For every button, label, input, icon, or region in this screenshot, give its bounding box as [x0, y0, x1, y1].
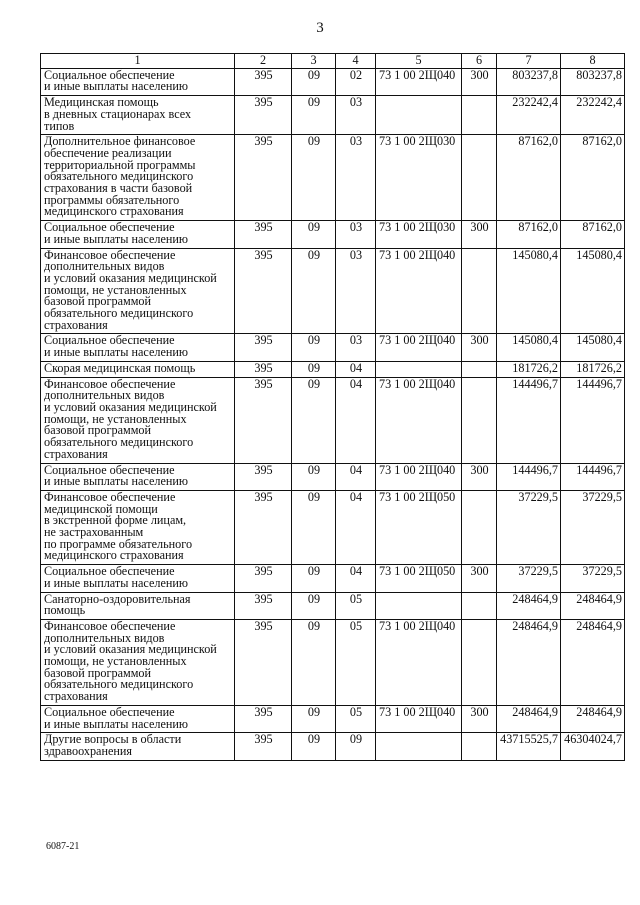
table-row: [41, 565, 625, 592]
table-row: [41, 334, 625, 361]
expense-type-cell: 300: [462, 68, 497, 95]
ministry-code-cell: 395: [235, 221, 292, 248]
section-code-cell: 09: [292, 135, 336, 221]
column-header: 4: [336, 54, 376, 69]
table-row: [41, 68, 625, 95]
row-name-cell: Финансовое обеспечение дополнительных видов и условий оказания медицинской помощи, не установленных базовой программой обязательного медицинского страхования: [41, 248, 235, 334]
target-item-cell: 73 1 00 2Щ040: [376, 377, 462, 463]
column-header: 2: [235, 54, 292, 69]
subsection-code-cell: 04: [336, 565, 376, 592]
subsection-code-cell: 03: [336, 221, 376, 248]
table-row: [41, 361, 625, 377]
subsection-code-cell: 03: [336, 248, 376, 334]
amount-year1-cell: 248464,9: [497, 705, 561, 732]
expense-type-cell: 300: [462, 221, 497, 248]
ministry-code-cell: 395: [235, 96, 292, 135]
target-item-cell: 73 1 00 2Щ040: [376, 334, 462, 361]
expense-type-cell: [462, 248, 497, 334]
subsection-code-cell: 05: [336, 592, 376, 619]
ministry-code-cell: 395: [235, 592, 292, 619]
amount-year1-cell: 145080,4: [497, 334, 561, 361]
amount-year2-cell: 181726,2: [561, 361, 625, 377]
amount-year1-cell: 181726,2: [497, 361, 561, 377]
ministry-code-cell: 395: [235, 490, 292, 564]
section-code-cell: 09: [292, 68, 336, 95]
target-item-cell: 73 1 00 2Щ040: [376, 68, 462, 95]
subsection-code-cell: 04: [336, 377, 376, 463]
column-header: 1: [41, 54, 235, 69]
expense-type-cell: 300: [462, 463, 497, 490]
amount-year2-cell: 145080,4: [561, 248, 625, 334]
expense-type-cell: [462, 96, 497, 135]
target-item-cell: [376, 96, 462, 135]
amount-year2-cell: 248464,9: [561, 619, 625, 705]
section-code-cell: 09: [292, 221, 336, 248]
amount-year1-cell: 87162,0: [497, 135, 561, 221]
column-header: 5: [376, 54, 462, 69]
section-code-cell: 09: [292, 592, 336, 619]
amount-year2-cell: 248464,9: [561, 592, 625, 619]
ministry-code-cell: 395: [235, 565, 292, 592]
column-number-row: [41, 54, 625, 69]
subsection-code-cell: 04: [336, 361, 376, 377]
amount-year1-cell: 87162,0: [497, 221, 561, 248]
subsection-code-cell: 03: [336, 96, 376, 135]
ministry-code-cell: 395: [235, 619, 292, 705]
amount-year2-cell: 144496,7: [561, 463, 625, 490]
table-row: [41, 592, 625, 619]
section-code-cell: 09: [292, 361, 336, 377]
row-name-cell: Скорая медицинская помощь: [41, 361, 235, 377]
row-name-cell: Другие вопросы в области здравоохранения: [41, 733, 235, 760]
expense-type-cell: 300: [462, 705, 497, 732]
target-item-cell: 73 1 00 2Щ040: [376, 619, 462, 705]
row-name-cell: Дополнительное финансовое обеспечение реализации территориальной программы обязательного медицинского страхования в части базовой программы обязательного медицинского страхования: [41, 135, 235, 221]
expense-type-cell: [462, 592, 497, 619]
row-name-cell: Социальное обеспечение и иные выплаты населению: [41, 705, 235, 732]
ministry-code-cell: 395: [235, 334, 292, 361]
table-row: [41, 705, 625, 732]
amount-year2-cell: 232242,4: [561, 96, 625, 135]
amount-year1-cell: 144496,7: [497, 463, 561, 490]
section-code-cell: 09: [292, 733, 336, 760]
row-name-cell: Социальное обеспечение и иные выплаты населению: [41, 463, 235, 490]
section-code-cell: 09: [292, 705, 336, 732]
table-row: [41, 733, 625, 760]
amount-year2-cell: 37229,5: [561, 490, 625, 564]
row-name-cell: Социальное обеспечение и иные выплаты населению: [41, 565, 235, 592]
ministry-code-cell: 395: [235, 463, 292, 490]
amount-year2-cell: 87162,0: [561, 135, 625, 221]
target-item-cell: 73 1 00 2Щ040: [376, 248, 462, 334]
expense-type-cell: 300: [462, 334, 497, 361]
expense-type-cell: [462, 733, 497, 760]
target-item-cell: 73 1 00 2Щ030: [376, 221, 462, 248]
target-item-cell: [376, 733, 462, 760]
section-code-cell: 09: [292, 96, 336, 135]
section-code-cell: 09: [292, 565, 336, 592]
column-header: 7: [497, 54, 561, 69]
amount-year2-cell: 144496,7: [561, 377, 625, 463]
row-name-cell: Социальное обеспечение и иные выплаты населению: [41, 221, 235, 248]
amount-year1-cell: 37229,5: [497, 565, 561, 592]
subsection-code-cell: 02: [336, 68, 376, 95]
section-code-cell: 09: [292, 377, 336, 463]
target-item-cell: 73 1 00 2Щ050: [376, 565, 462, 592]
target-item-cell: 73 1 00 2Щ040: [376, 463, 462, 490]
target-item-cell: 73 1 00 2Щ030: [376, 135, 462, 221]
expense-type-cell: [462, 619, 497, 705]
subsection-code-cell: 09: [336, 733, 376, 760]
ministry-code-cell: 395: [235, 135, 292, 221]
subsection-code-cell: 04: [336, 463, 376, 490]
table-row: [41, 135, 625, 221]
expense-type-cell: [462, 361, 497, 377]
expense-type-cell: [462, 377, 497, 463]
ministry-code-cell: 395: [235, 248, 292, 334]
amount-year2-cell: 46304024,7: [561, 733, 625, 760]
amount-year2-cell: 248464,9: [561, 705, 625, 732]
table-row: [41, 221, 625, 248]
subsection-code-cell: 03: [336, 334, 376, 361]
row-name-cell: Финансовое обеспечение медицинской помощи в экстренной форме лицам, не застрахованным по программе обязательного медицинского страхования: [41, 490, 235, 564]
expense-type-cell: 300: [462, 565, 497, 592]
section-code-cell: 09: [292, 619, 336, 705]
target-item-cell: [376, 592, 462, 619]
amount-year1-cell: 144496,7: [497, 377, 561, 463]
row-name-cell: Финансовое обеспечение дополнительных видов и условий оказания медицинской помощи, не установленных базовой программой обязательного медицинского страхования: [41, 619, 235, 705]
column-header: 8: [561, 54, 625, 69]
amount-year1-cell: 803237,8: [497, 68, 561, 95]
column-header: 6: [462, 54, 497, 69]
subsection-code-cell: 05: [336, 705, 376, 732]
budget-table: [40, 53, 625, 761]
table-row: [41, 619, 625, 705]
ministry-code-cell: 395: [235, 361, 292, 377]
section-code-cell: 09: [292, 463, 336, 490]
amount-year2-cell: 145080,4: [561, 334, 625, 361]
amount-year2-cell: 87162,0: [561, 221, 625, 248]
amount-year2-cell: 803237,8: [561, 68, 625, 95]
amount-year1-cell: 232242,4: [497, 96, 561, 135]
target-item-cell: 73 1 00 2Щ040: [376, 705, 462, 732]
column-header: 3: [292, 54, 336, 69]
amount-year1-cell: 43715525,7: [497, 733, 561, 760]
expense-type-cell: [462, 135, 497, 221]
target-item-cell: 73 1 00 2Щ050: [376, 490, 462, 564]
ministry-code-cell: 395: [235, 68, 292, 95]
subsection-code-cell: 03: [336, 135, 376, 221]
page-number: 3: [316, 20, 324, 36]
amount-year1-cell: 248464,9: [497, 619, 561, 705]
target-item-cell: [376, 361, 462, 377]
amount-year1-cell: 145080,4: [497, 248, 561, 334]
table-row: [41, 463, 625, 490]
table-row: [41, 96, 625, 135]
subsection-code-cell: 04: [336, 490, 376, 564]
row-name-cell: Финансовое обеспечение дополнительных видов и условий оказания медицинской помощи, не установленных базовой программой обязательного медицинского страхования: [41, 377, 235, 463]
ministry-code-cell: 395: [235, 733, 292, 760]
amount-year2-cell: 37229,5: [561, 565, 625, 592]
section-code-cell: 09: [292, 248, 336, 334]
amount-year1-cell: 37229,5: [497, 490, 561, 564]
row-name-cell: Социальное обеспечение и иные выплаты населению: [41, 68, 235, 95]
ministry-code-cell: 395: [235, 377, 292, 463]
section-code-cell: 09: [292, 334, 336, 361]
table-row: [41, 377, 625, 463]
expense-type-cell: [462, 490, 497, 564]
document-code: 6087-21: [46, 841, 80, 852]
row-name-cell: Социальное обеспечение и иные выплаты населению: [41, 334, 235, 361]
row-name-cell: Медицинская помощь в дневных стационарах всех типов: [41, 96, 235, 135]
row-name-cell: Санаторно-оздоровительная помощь: [41, 592, 235, 619]
amount-year1-cell: 248464,9: [497, 592, 561, 619]
table-row: [41, 490, 625, 564]
ministry-code-cell: 395: [235, 705, 292, 732]
table-row: [41, 248, 625, 334]
section-code-cell: 09: [292, 490, 336, 564]
subsection-code-cell: 05: [336, 619, 376, 705]
